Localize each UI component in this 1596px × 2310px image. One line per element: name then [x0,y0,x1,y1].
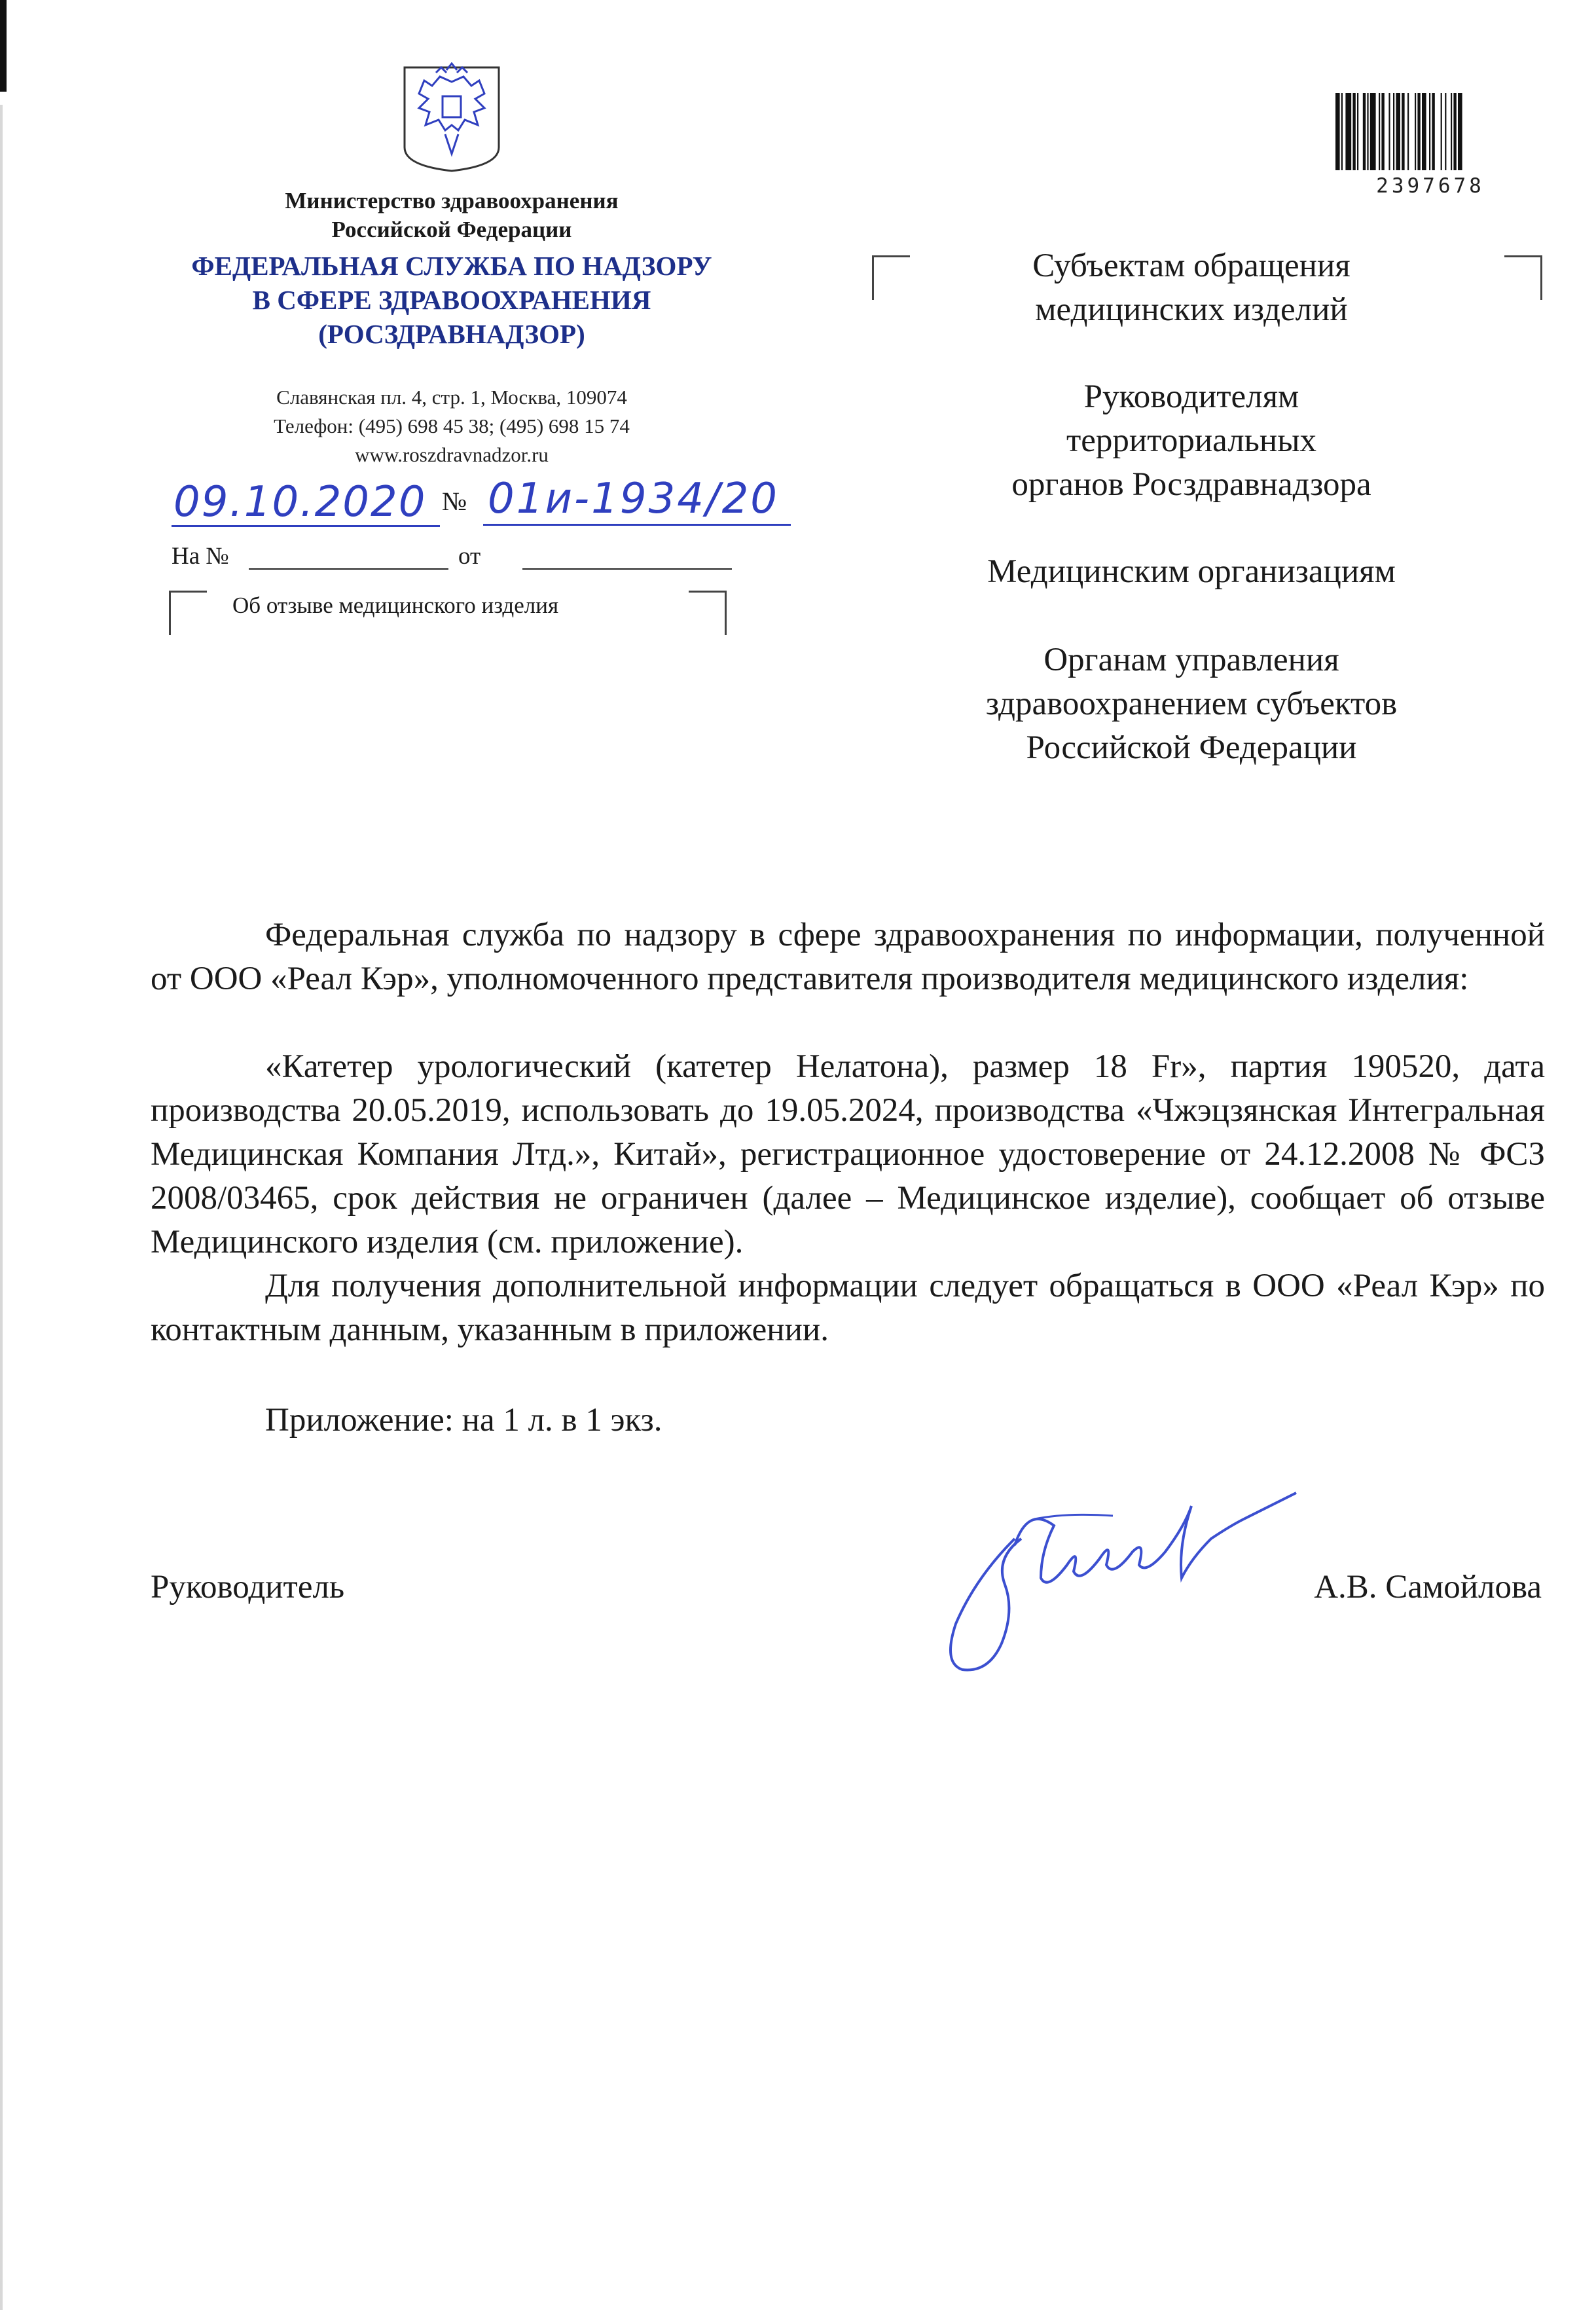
reply-number-blank [249,568,448,570]
date-underline [172,525,440,527]
barcode-bar [1335,93,1340,170]
subject-corner-left [169,591,207,635]
addressee-group-3 [916,550,1466,594]
scan-edge [0,0,7,92]
registration-number: 01и-1934/20 [488,475,779,523]
body-paragraph-3: Для получения дополнительной информации следует обращаться в ООО «Реал Кэр» по контактным данным, указанным в приложении. [151,1268,1545,1348]
signatory-name: А.В. Самойлова [1314,1569,1542,1605]
handwritten-signature [916,1467,1303,1683]
barcode-number: 2397678 [1376,174,1485,198]
addressee-group-1 [916,244,1466,332]
service-title [131,249,772,351]
signatory-role: Руководитель [151,1569,345,1605]
barcode-bar [1402,93,1404,170]
barcode-bar [1445,93,1446,170]
addressee-corner-left [872,255,910,300]
addressee-line: Органам управления [1043,642,1339,678]
barcode-bar [1370,93,1376,170]
barcode-bar [1363,93,1366,170]
addressee-group-4 [916,638,1466,770]
addressee-line: Субъектам обращения [1032,248,1351,284]
addressee-group-2 [916,375,1466,507]
addressee-line: здравоохранением субъектов [985,686,1398,722]
barcode-bar [1381,93,1384,170]
body-paragraph-1: Федеральная служба по надзору в сфере здравоохранения по информации, полученной от ООО «Реал Кэр», уполномоченного представителя производителя медицинского изделия: [151,917,1545,997]
number-underline [483,524,791,526]
service-line-2: В СФЕРЕ ЗДРАВООХРАНЕНИЯ [252,285,651,315]
barcode-bar [1352,93,1355,170]
addressee-line: органов Росздравнадзора [1011,466,1371,503]
service-line-1: ФЕДЕРАЛЬНАЯ СЛУЖБА ПО НАДЗОРУ [191,251,712,281]
postal-address: Славянская пл. 4, стр. 1, Москва, 109074 [276,386,627,409]
barcode-bar [1415,93,1416,170]
barcode [1335,93,1532,170]
ministry-line-1: Министерство здравоохранения [285,188,619,213]
ministry-title [131,187,772,244]
barcode-bar [1451,93,1452,170]
barcode-bar [1453,93,1456,170]
addressee-line: Руководителям [1083,378,1299,415]
reply-to-label: На № [172,543,229,570]
ministry-line-2: Российской Федерации [331,217,572,242]
attachment-note: Приложение: на 1 л. в 1 экз. [265,1402,662,1439]
reply-date-blank [522,568,732,570]
letter-subject: Об отзыве медицинского изделия [232,593,559,618]
subject-corner-right [689,591,727,635]
barcode-bar [1379,93,1380,170]
addressee-line: Российской Федерации [1026,729,1357,766]
website: www.roszdravnadzor.ru [355,443,549,466]
scan-edge-shadow [0,105,3,2310]
addressee-line: Медицинским организациям [987,553,1396,590]
barcode-bar [1367,93,1368,170]
barcode-bar [1432,93,1434,170]
barcode-bar [1429,93,1430,170]
barcode-bar [1422,93,1426,170]
coat-of-arms-emblem [399,62,504,172]
body-paragraph-2: «Катетер урологический (катетер Нелатона), размер 18 Fr», партия 190520, дата производства 20.05.2019, использовать до 19.05.2024, производства «Чжэцзянская Интегральная Медицинская Компания Лтд.», Китай», регистрационное удостоверение от 24.12.2008 № ФСЗ 2008/03465, срок действия не ограничен (далее – Медицинское изделие), сообщает об отзыве Медицинского изделия (см. приложение). [151,1048,1545,1260]
barcode-bar [1407,93,1409,170]
barcode-bar [1417,93,1420,170]
contact-block [131,383,772,469]
barcode-bar [1393,93,1394,170]
barcode-bar [1341,93,1343,170]
service-line-3: (РОСЗДРАВНАДЗОР) [318,319,585,349]
barcode-bar [1388,93,1390,170]
barcode-bar [1396,93,1400,170]
phone-numbers: Телефон: (495) 698 45 38; (495) 698 15 74 [274,414,630,437]
from-label: от [458,543,481,570]
addressee-line: территориальных [1066,422,1316,459]
registration-date: 09.10.2020 [173,478,427,526]
barcode-bar [1357,93,1358,170]
barcode-bar [1441,93,1442,170]
number-sign: № [442,486,467,516]
barcode-bar [1345,93,1351,170]
addressee-line: медицинских изделий [1035,291,1348,328]
addressee-corner-right [1504,255,1542,300]
barcode-bar [1458,93,1462,170]
